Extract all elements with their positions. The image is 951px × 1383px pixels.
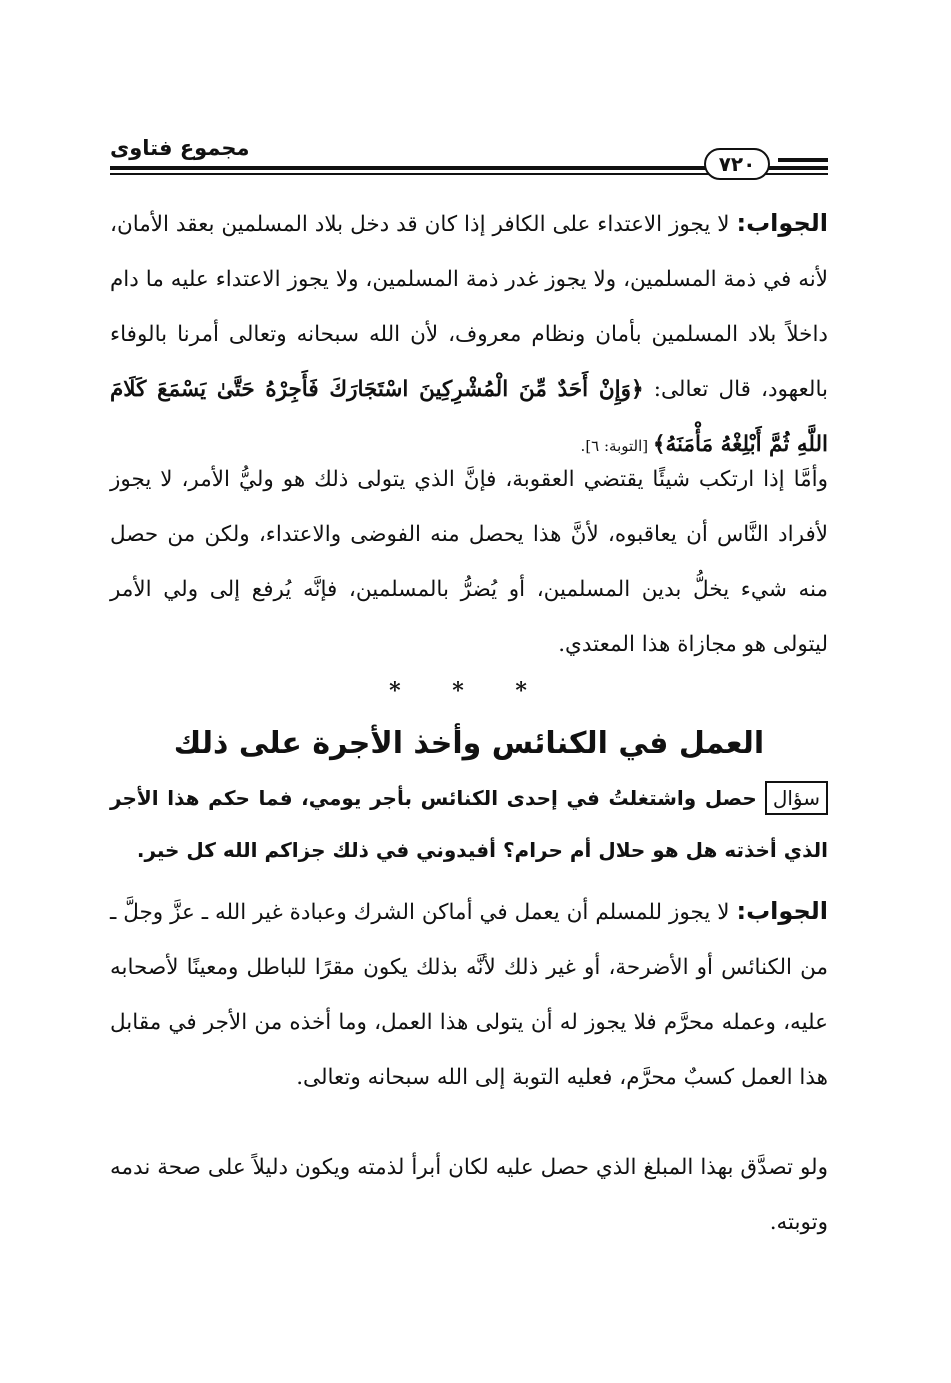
paragraph-2: وأمَّا إذا ارتكب شيئًا يقتضي العقوبة، فإنَّ الذي يتولى ذلك هو وليُّ الأمر، لا يجوز لأفراد النَّاس أن يعاقبوه، لأنَّ هذا يحصل منه الفوضى والاعتداء، ولكن من حصل منه شيء يخلُّ بدين المسلمين، أو يُضرُّ بالمسلمين، فإنَّه يُرفع إلى ولي الأمر ليتولى هو مجازاة هذا المعتدي. bbox=[110, 467, 828, 657]
question bbox=[110, 772, 828, 876]
verse-reference: [التوبة: ٦]. bbox=[580, 437, 653, 455]
header-rule-right-thin bbox=[778, 166, 828, 168]
answer-2 bbox=[110, 884, 828, 1105]
section-title: العمل في الكنائس وأخذ الأجرة على ذلك bbox=[173, 726, 765, 761]
quran-verse: ﴿وَإِنْ أَحَدٌ مِّنَ الْمُشْرِكِينَ اسْتَجَارَكَ فَأَجِرْهُ حَتَّىٰ يَسْمَعَ كَلَامَ اللَّهِ ثُمَّ أَبْلِغْهُ مَأْمَنَهُ﴾ bbox=[110, 377, 828, 457]
answer-2-text: لا يجوز للمسلم أن يعمل في أماكن الشرك وعبادة غير الله ـ عزَّ وجلَّ ـ من الكنائس أو الأضرحة، أو غير ذلك لأنَّه بذلك يكون مقرًا للباطل ومعينًا لأصحابه عليه، وعمله محرَّم فلا يجوز له أن يتولى هذا العمل، وما أخذه من الأجر في مقابل هذا العمل كسبٌ محرَّم، فعليه التوبة إلى الله سبحانه وتعالى. bbox=[110, 900, 828, 1090]
paragraph-last: ولو تصدَّق بهذا المبلغ الذي حصل عليه لكان أبرأ لذمته ويكون دليلاً على صحة ندمه وتوبته. bbox=[110, 1155, 828, 1235]
answer-1-lead: الجواب: bbox=[736, 209, 828, 237]
header-rule-right-thick bbox=[778, 158, 828, 162]
running-title: مجموع فتاوى bbox=[110, 136, 250, 160]
section-separator: * * * bbox=[389, 678, 549, 704]
answer-2-lead: الجواب: bbox=[736, 897, 828, 925]
answer-1-text: لا يجوز الاعتداء على الكافر إذا كان قد دخل بلاد المسلمين بعقد الأمان، لأنه في ذمة المسلمين، ولا يجوز غدر ذمة المسلمين، ولا يجوز الاعتداء عليه ما دام داخلاً بلاد المسلمين بأمان ونظام معروف، لأن الله سبحانه وتعالى أمرنا بالوفاء بالعهود، قال تعالى: bbox=[110, 212, 828, 402]
question-text: حصل واشتغلتُ في إحدى الكنائس بأجر يومي، فما حكم هذا الأجر الذي أخذته هل هو حلال أم حرام؟ أفيدوني في ذلك جزاكم الله كل خير. bbox=[110, 786, 828, 862]
page-number: ٧٢٠ bbox=[704, 148, 770, 180]
answer-1 bbox=[110, 196, 828, 474]
question-label-box: سؤال bbox=[765, 781, 828, 815]
page-header bbox=[110, 128, 828, 180]
